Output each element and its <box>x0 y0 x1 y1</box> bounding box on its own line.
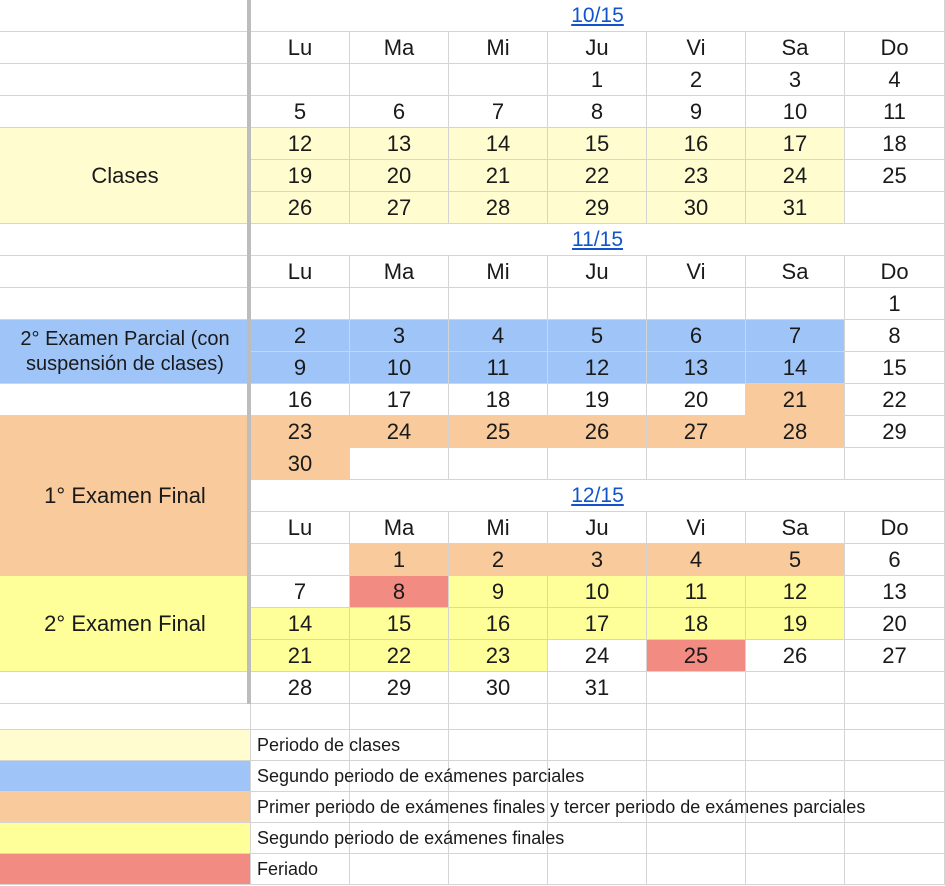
day-cell[interactable]: 5 <box>548 320 647 352</box>
day-cell[interactable] <box>647 672 746 704</box>
day-cell[interactable]: 6 <box>350 96 449 128</box>
day-cell[interactable]: 12 <box>251 128 350 160</box>
day-cell[interactable]: 4 <box>845 64 945 96</box>
legend-label: Segundo periodo de exámenes finales <box>257 828 565 848</box>
weekday-header: Do <box>845 512 945 544</box>
day-cell[interactable]: 24 <box>350 416 449 448</box>
day-cell[interactable]: 16 <box>647 128 746 160</box>
day-cell[interactable]: 30 <box>449 672 548 704</box>
day-cell[interactable]: 7 <box>746 320 845 352</box>
weekday-header: Mi <box>449 32 548 64</box>
day-cell[interactable]: 20 <box>845 608 945 640</box>
day-cell[interactable]: 19 <box>251 160 350 192</box>
day-cell[interactable]: 30 <box>647 192 746 224</box>
day-cell[interactable]: 8 <box>845 320 945 352</box>
day-cell[interactable]: 24 <box>548 640 647 672</box>
day-cell[interactable] <box>251 544 350 576</box>
empty-cell <box>548 704 647 730</box>
weekday-header: Lu <box>251 256 350 288</box>
day-cell[interactable] <box>845 448 945 480</box>
weekday-header: Lu <box>251 32 350 64</box>
day-cell[interactable]: 14 <box>251 608 350 640</box>
weekday-header: Vi <box>647 512 746 544</box>
column-separator <box>247 0 251 704</box>
day-cell[interactable]: 22 <box>350 640 449 672</box>
legend-label: Periodo de clases <box>257 735 401 755</box>
day-cell[interactable] <box>845 192 945 224</box>
legend-label: Primer periodo de exámenes finales y tercer periodo de exámenes parciales <box>257 797 866 817</box>
day-cell[interactable]: 10 <box>746 96 845 128</box>
day-cell[interactable]: 11 <box>449 352 548 384</box>
day-cell[interactable]: 29 <box>845 416 945 448</box>
weekday-header: Do <box>845 256 945 288</box>
day-cell[interactable] <box>350 448 449 480</box>
day-cell[interactable] <box>350 64 449 96</box>
day-cell[interactable] <box>746 672 845 704</box>
day-cell[interactable]: 31 <box>548 672 647 704</box>
weekday-header: Ma <box>350 32 449 64</box>
day-cell[interactable]: 4 <box>647 544 746 576</box>
day-cell[interactable]: 25 <box>845 160 945 192</box>
day-cell[interactable]: 18 <box>845 128 945 160</box>
day-cell[interactable] <box>548 288 647 320</box>
day-cell[interactable]: 27 <box>845 640 945 672</box>
day-cell[interactable]: 27 <box>350 192 449 224</box>
weekday-header: Sa <box>746 256 845 288</box>
weekday-header: Vi <box>647 32 746 64</box>
empty-cell <box>350 704 449 730</box>
day-cell[interactable]: 21 <box>449 160 548 192</box>
day-cell[interactable]: 25 <box>449 416 548 448</box>
day-cell[interactable] <box>449 288 548 320</box>
label-column-cell <box>0 96 251 128</box>
day-cell[interactable]: 5 <box>746 544 845 576</box>
day-cell[interactable]: 2 <box>647 64 746 96</box>
label-column-cell <box>0 32 251 64</box>
weekday-header: Ma <box>350 512 449 544</box>
day-cell[interactable]: 15 <box>350 608 449 640</box>
day-cell[interactable]: 1 <box>350 544 449 576</box>
day-cell[interactable]: 21 <box>746 384 845 416</box>
day-cell[interactable] <box>647 448 746 480</box>
weekday-header: Ju <box>548 512 647 544</box>
day-cell[interactable] <box>647 288 746 320</box>
day-cell[interactable]: 23 <box>251 416 350 448</box>
day-cell[interactable]: 26 <box>548 416 647 448</box>
day-cell[interactable]: 13 <box>350 128 449 160</box>
label-column-cell <box>0 0 251 32</box>
weekday-header: Do <box>845 32 945 64</box>
day-cell[interactable]: 12 <box>746 576 845 608</box>
month-header-10-15[interactable]: 10/15 <box>251 0 945 32</box>
legend-swatch <box>0 792 251 823</box>
day-cell[interactable]: 3 <box>350 320 449 352</box>
day-cell[interactable]: 28 <box>746 416 845 448</box>
day-cell[interactable] <box>449 448 548 480</box>
day-cell[interactable]: 27 <box>647 416 746 448</box>
weekday-header: Mi <box>449 256 548 288</box>
day-cell[interactable]: 18 <box>647 608 746 640</box>
day-cell[interactable]: 1 <box>548 64 647 96</box>
weekday-header: Mi <box>449 512 548 544</box>
day-cell[interactable] <box>449 64 548 96</box>
empty-cell <box>746 704 845 730</box>
weekday-header: Ju <box>548 32 647 64</box>
day-cell[interactable]: 2 <box>449 544 548 576</box>
day-cell[interactable]: 18 <box>449 384 548 416</box>
label-column-cell <box>0 288 251 320</box>
label-column-cell <box>0 384 251 416</box>
weekday-header: Sa <box>746 512 845 544</box>
day-cell[interactable]: 16 <box>251 384 350 416</box>
day-cell[interactable]: 15 <box>548 128 647 160</box>
day-cell[interactable]: 3 <box>746 64 845 96</box>
day-cell[interactable]: 14 <box>746 352 845 384</box>
day-cell[interactable]: 14 <box>449 128 548 160</box>
empty-cell <box>0 704 251 730</box>
day-cell[interactable]: 12 <box>548 352 647 384</box>
legend-swatch <box>0 730 251 761</box>
period-label: 1° Examen Final <box>0 416 251 576</box>
day-cell[interactable]: 23 <box>647 160 746 192</box>
empty-cell <box>251 704 350 730</box>
day-cell[interactable] <box>251 64 350 96</box>
day-cell[interactable]: 10 <box>548 576 647 608</box>
day-cell[interactable]: 10 <box>350 352 449 384</box>
day-cell[interactable]: 9 <box>251 352 350 384</box>
month-header-11-15[interactable]: 11/15 <box>251 224 945 256</box>
day-cell[interactable] <box>251 288 350 320</box>
label-column-cell <box>0 64 251 96</box>
day-cell[interactable]: 17 <box>350 384 449 416</box>
day-cell[interactable]: 19 <box>548 384 647 416</box>
weekday-header: Ma <box>350 256 449 288</box>
day-cell[interactable]: 8 <box>548 96 647 128</box>
day-cell[interactable]: 17 <box>746 128 845 160</box>
day-cell[interactable]: 9 <box>647 96 746 128</box>
day-cell[interactable] <box>845 672 945 704</box>
day-cell[interactable] <box>548 448 647 480</box>
day-cell[interactable]: 8 <box>350 576 449 608</box>
day-cell[interactable]: 29 <box>350 672 449 704</box>
day-cell[interactable]: 21 <box>251 640 350 672</box>
day-cell[interactable]: 26 <box>251 192 350 224</box>
weekday-header: Lu <box>251 512 350 544</box>
day-cell[interactable] <box>746 448 845 480</box>
day-cell[interactable]: 4 <box>449 320 548 352</box>
legend-label: Segundo periodo de exámenes parciales <box>257 766 585 786</box>
day-cell[interactable]: 5 <box>251 96 350 128</box>
day-cell[interactable]: 28 <box>449 192 548 224</box>
day-cell[interactable]: 11 <box>647 576 746 608</box>
period-label: 2° Examen Final <box>0 576 251 672</box>
day-cell[interactable]: 22 <box>845 384 945 416</box>
day-cell[interactable]: 28 <box>251 672 350 704</box>
day-cell[interactable]: 22 <box>548 160 647 192</box>
empty-cell <box>845 704 945 730</box>
weekday-header: Vi <box>647 256 746 288</box>
day-cell[interactable]: 29 <box>548 192 647 224</box>
day-cell[interactable] <box>350 288 449 320</box>
day-cell[interactable]: 23 <box>449 640 548 672</box>
legend-swatch <box>0 854 251 885</box>
weekday-header: Sa <box>746 32 845 64</box>
day-cell[interactable]: 16 <box>449 608 548 640</box>
day-cell[interactable]: 3 <box>548 544 647 576</box>
day-cell[interactable]: 30 <box>251 448 350 480</box>
day-cell[interactable]: 19 <box>746 608 845 640</box>
day-cell[interactable]: 11 <box>845 96 945 128</box>
day-cell[interactable]: 1 <box>845 288 945 320</box>
empty-cell <box>647 704 746 730</box>
weekday-header: Ju <box>548 256 647 288</box>
day-cell[interactable]: 26 <box>746 640 845 672</box>
label-column-cell <box>0 672 251 704</box>
day-cell[interactable]: 24 <box>746 160 845 192</box>
day-cell[interactable]: 2 <box>251 320 350 352</box>
day-cell[interactable]: 25 <box>647 640 746 672</box>
day-cell[interactable]: 6 <box>845 544 945 576</box>
day-cell[interactable]: 13 <box>647 352 746 384</box>
day-cell[interactable]: 7 <box>251 576 350 608</box>
legend-swatch <box>0 761 251 792</box>
day-cell[interactable]: 6 <box>647 320 746 352</box>
day-cell[interactable]: 20 <box>647 384 746 416</box>
day-cell[interactable]: 13 <box>845 576 945 608</box>
day-cell[interactable]: 7 <box>449 96 548 128</box>
label-column-cell <box>0 224 251 256</box>
period-label: Clases <box>0 128 251 224</box>
empty-cell <box>449 704 548 730</box>
day-cell[interactable]: 15 <box>845 352 945 384</box>
day-cell[interactable]: 9 <box>449 576 548 608</box>
legend-label: Feriado <box>257 859 319 879</box>
day-cell[interactable] <box>746 288 845 320</box>
month-header-12-15[interactable]: 12/15 <box>251 480 945 512</box>
label-column-cell <box>0 256 251 288</box>
day-cell[interactable]: 31 <box>746 192 845 224</box>
day-cell[interactable]: 20 <box>350 160 449 192</box>
day-cell[interactable]: 17 <box>548 608 647 640</box>
period-label: 2° Examen Parcial (con suspensión de clases) <box>0 320 251 384</box>
legend-swatch <box>0 823 251 854</box>
